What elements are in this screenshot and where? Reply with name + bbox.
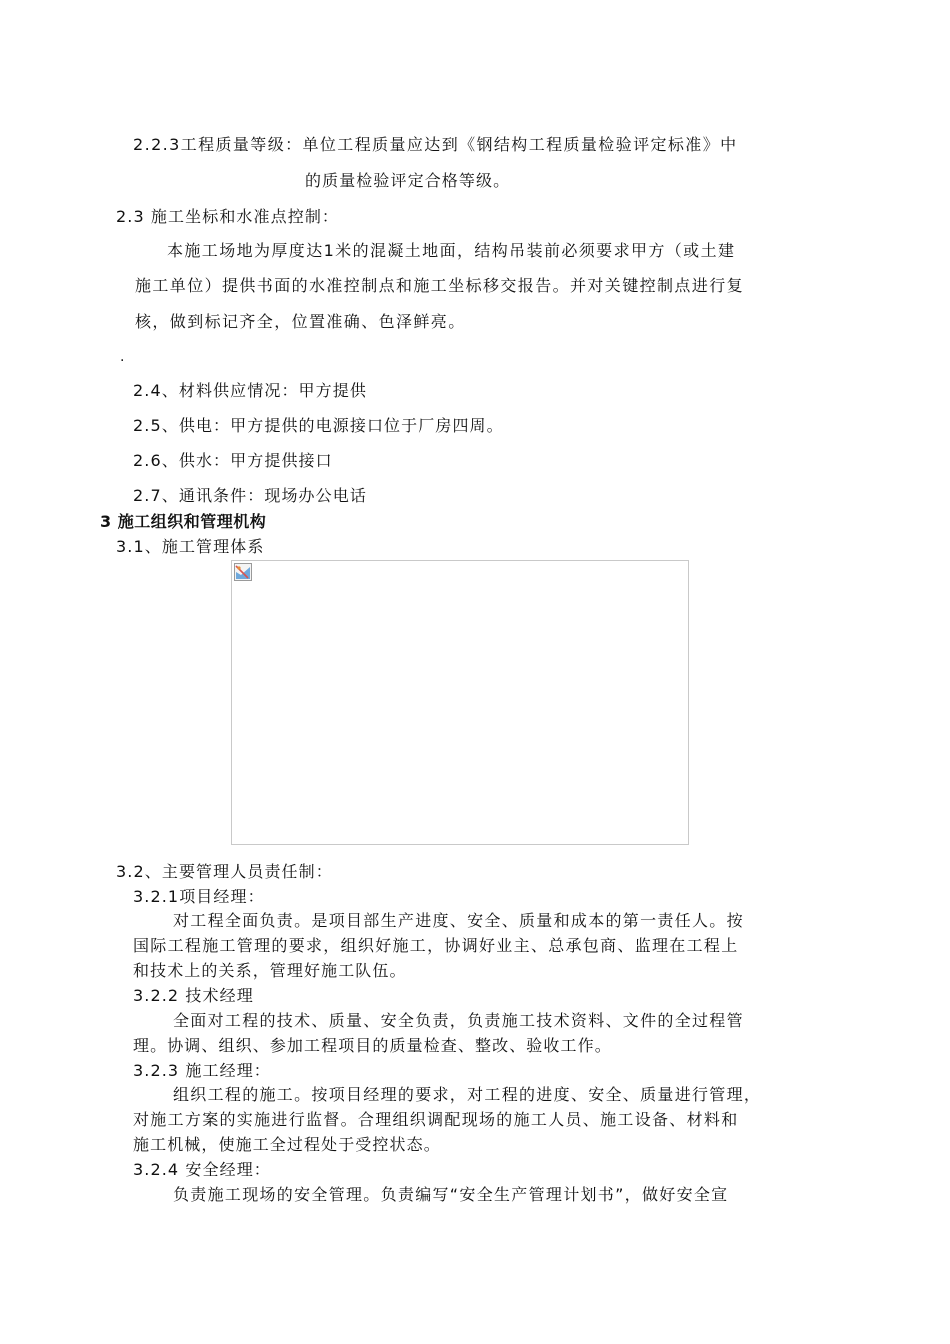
text-line: 本施工场地为厚度达1米的混凝土地面，结构吊装前必须要求甲方（或土建 — [167, 241, 736, 260]
text-line: 全面对工程的技术、质量、安全负责，负责施工技术资料、文件的全过程管 — [173, 1011, 744, 1030]
text-line: 国际工程施工管理的要求，组织好施工，协调好业主、总承包商、监理在工程上 — [133, 936, 739, 955]
text-line: 理。协调、组织、参加工程项目的质量检查、整改、验收工作。 — [133, 1036, 612, 1055]
subsection-heading: 3.2.4 安全经理： — [133, 1160, 271, 1179]
text-line: 2.2.3工程质量等级：单位工程质量应达到《钢结构工程质量检验评定标准》中 — [133, 135, 738, 154]
text-line: 核，做到标记齐全，位置准确、色泽鲜亮。 — [135, 312, 466, 331]
text-line: 的质量检验评定合格等级。 — [305, 171, 511, 190]
text-line: 负责施工现场的安全管理。负责编写“安全生产管理计划书”，做好安全宣 — [173, 1185, 729, 1204]
text-line: 2.5、供电：甲方提供的电源接口位于厂房四周。 — [133, 416, 504, 435]
section-heading: 3.2、主要管理人员责任制： — [116, 862, 333, 881]
broken-image-icon — [234, 563, 252, 581]
text-line: 施工机械，使施工全过程处于受控状态。 — [133, 1135, 441, 1154]
stray-mark: . — [120, 349, 125, 365]
subsection-heading: 3.2.2 技术经理 — [133, 986, 254, 1005]
subsection-heading: 3.2.1项目经理： — [133, 887, 265, 906]
text-line: 组织工程的施工。按项目经理的要求，对工程的进度、安全、质量进行管理， — [173, 1085, 762, 1104]
text-line: 施工单位）提供书面的水准控制点和施工坐标移交报告。并对关键控制点进行复 — [135, 276, 745, 295]
text-line: 2.4、材料供应情况：甲方提供 — [133, 381, 367, 400]
text-line: 2.7、通讯条件：现场办公电话 — [133, 486, 367, 505]
text-line: 和技术上的关系，管理好施工队伍。 — [133, 961, 407, 980]
org-chart-image-placeholder — [231, 560, 689, 845]
text-line: 对工程全面负责。是项目部生产进度、安全、质量和成本的第一责任人。按 — [173, 911, 744, 930]
section-heading: 3.1、施工管理体系 — [116, 537, 265, 556]
text-line: 对施工方案的实施进行监督。合理组织调配现场的施工人员、施工设备、材料和 — [133, 1110, 739, 1129]
section-heading: 2.3 施工坐标和水准点控制： — [116, 207, 340, 226]
subsection-heading: 3.2.3 施工经理： — [133, 1061, 271, 1080]
chapter-heading: 3 施工组织和管理机构 — [100, 512, 267, 531]
text-line: 2.6、供水：甲方提供接口 — [133, 451, 333, 470]
